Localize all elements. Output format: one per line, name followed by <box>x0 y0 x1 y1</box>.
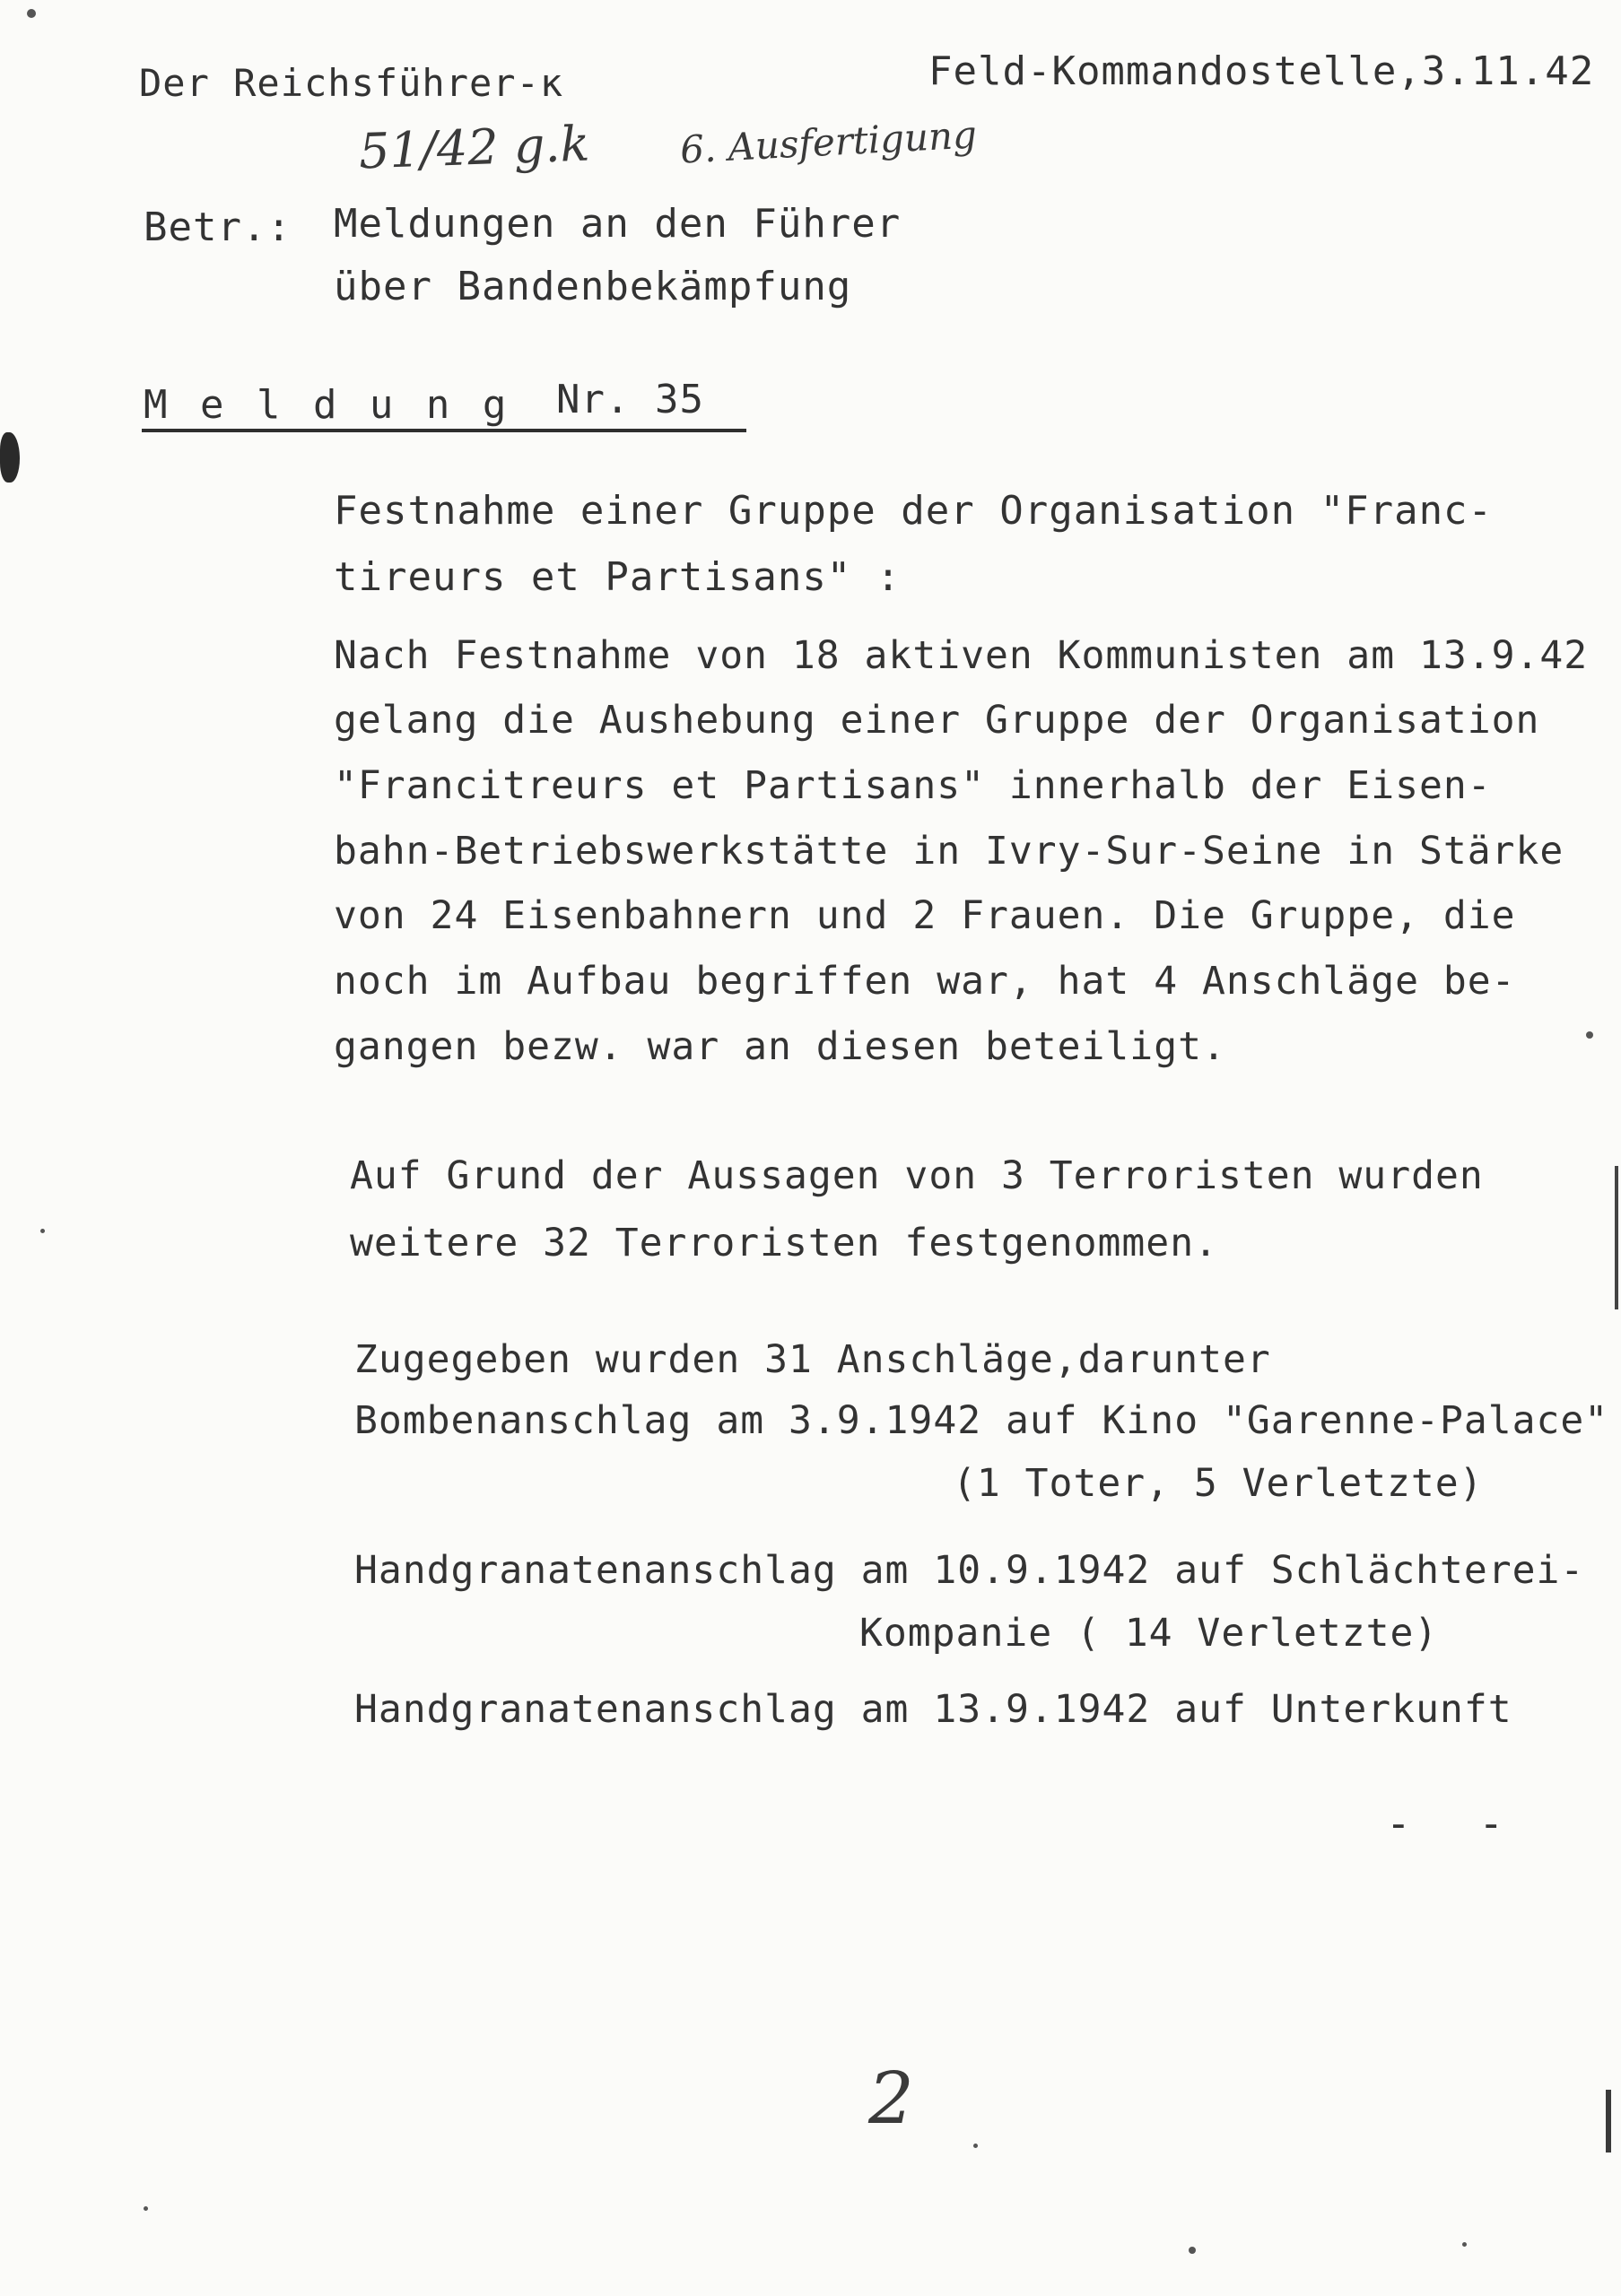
handwritten-copy-number: 6. Ausfertigung <box>678 112 979 172</box>
right-edge-mark <box>1606 2090 1611 2152</box>
scan-speck <box>1586 1031 1593 1039</box>
scan-speck <box>40 1229 45 1233</box>
report-number: Nr. 35 <box>556 377 704 422</box>
title-underline <box>142 429 746 432</box>
body-heading-line-1: Festnahme einer Gruppe der Organisation "Franc- <box>334 488 1494 534</box>
scan-speck <box>973 2144 978 2148</box>
paragraph-1-line: gangen bezw. war an diesen beteiligt. <box>334 1024 1226 1069</box>
attack-item-2-detail: Kompanie ( 14 Verletzte) <box>859 1611 1439 1656</box>
paragraph-3-intro: Zugegeben wurden 31 Anschläge,darunter <box>354 1337 1271 1382</box>
subject-line-1: Meldungen an den Führer <box>334 201 902 247</box>
scan-speck <box>1189 2247 1196 2254</box>
paragraph-1-line: gelang die Aushebung einer Gruppe der Organisation <box>334 698 1540 743</box>
place-date-line: Feld-Kommandostelle,3.11.42 <box>928 48 1595 94</box>
subject-line-2: über Bandenbekämpfung <box>334 264 852 309</box>
paragraph-1-line: "Francitreurs et Partisans" innerhalb der Eisen- <box>334 763 1492 808</box>
right-edge-line <box>1615 1166 1618 1309</box>
subject-label: Betr.: <box>144 204 292 250</box>
handwritten-reference: 51/42 g.k <box>357 115 591 180</box>
paragraph-1-line: bahn-Betriebswerkstätte in Ivry-Sur-Seine in Stärke <box>334 829 1564 874</box>
scan-speck <box>1462 2242 1467 2247</box>
paragraph-1-line: Nach Festnahme von 18 aktiven Kommunisten am 13.9.42 <box>334 633 1589 678</box>
paragraph-2-line: weitere 32 Terroristen festgenommen. <box>350 1221 1218 1265</box>
body-heading-line-2: tireurs et Partisans" : <box>334 554 902 600</box>
page-number: 2 <box>868 2057 914 2140</box>
attack-item-1-detail: (1 Toter, 5 Verletzte) <box>953 1461 1484 1506</box>
scan-speck <box>27 9 36 18</box>
paragraph-1-line: von 24 Eisenbahnern und 2 Frauen. Die Gruppe, die <box>334 893 1516 938</box>
report-title: M e l d u n g <box>144 382 511 428</box>
paragraph-2-line: Auf Grund der Aussagen von 3 Terroristen wurden <box>350 1153 1484 1198</box>
scan-speck <box>144 2206 148 2211</box>
sender-line: Der Reichsführer-ĸ <box>139 61 564 105</box>
attack-item-3: Handgranatenanschlag am 13.9.1942 auf Unterkunft <box>354 1687 1512 1732</box>
edge-mark <box>0 432 20 483</box>
attack-item-1: Bombenanschlag am 3.9.1942 auf Kino "Garenne-Palace" <box>354 1398 1609 1443</box>
continuation-marks: - - <box>1386 1799 1526 1848</box>
attack-item-2: Handgranatenanschlag am 10.9.1942 auf Schlächterei- <box>354 1548 1585 1593</box>
paragraph-1-line: noch im Aufbau begriffen war, hat 4 Anschläge be- <box>334 959 1516 1004</box>
